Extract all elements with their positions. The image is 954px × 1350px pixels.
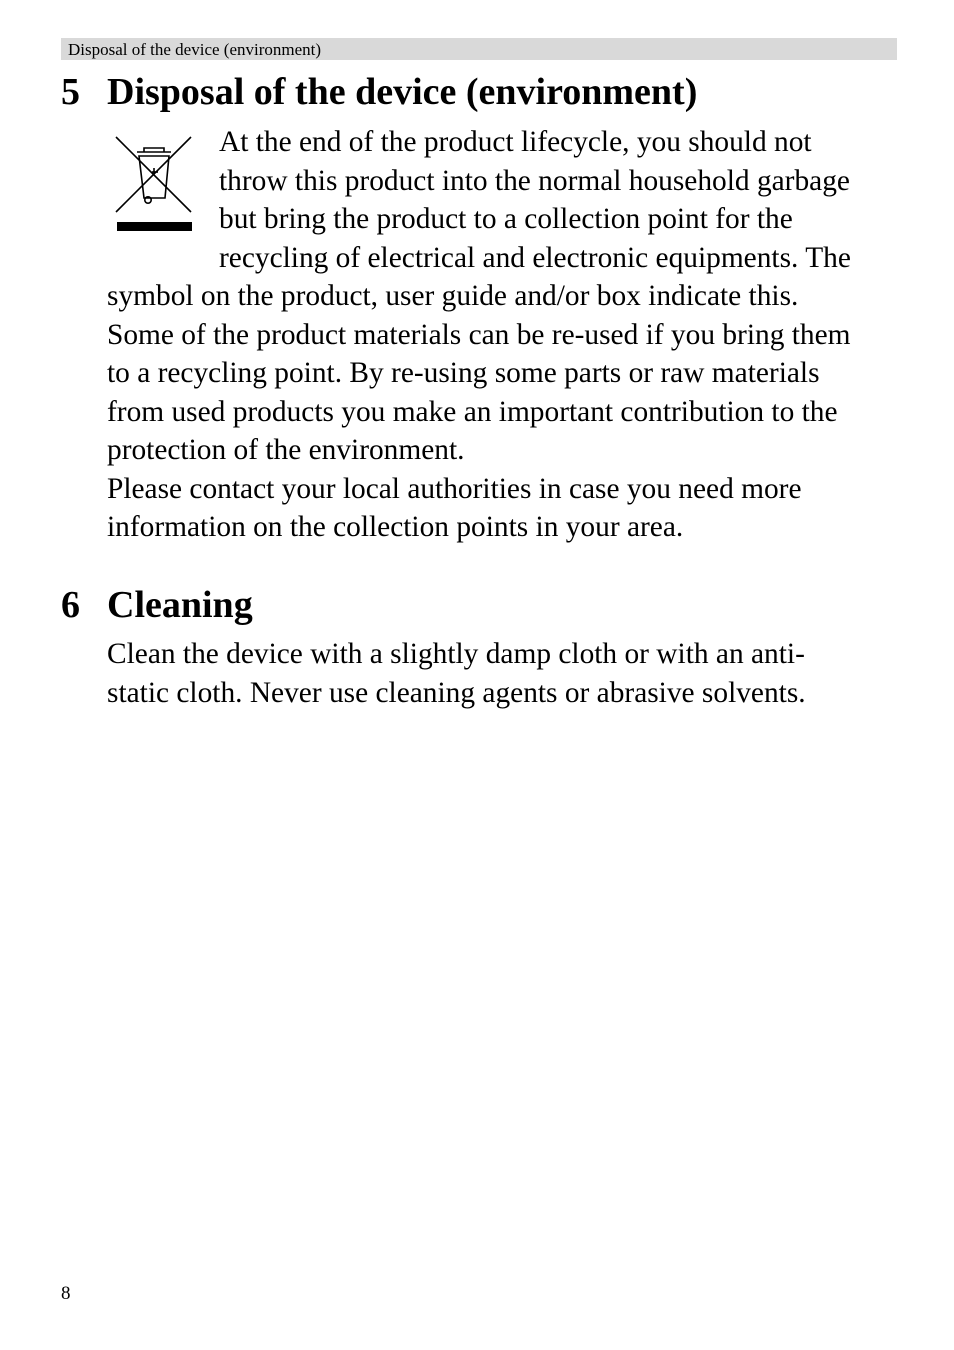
section-number: 5: [61, 71, 80, 113]
section-number: 6: [61, 584, 80, 626]
text-line: information on the collection points in your area.: [107, 511, 684, 543]
text-line: At the end of the product lifecycle, you should not: [219, 126, 812, 158]
page-number: 8: [61, 1283, 71, 1304]
text-line: but bring the product to a collection point for the: [219, 203, 793, 235]
text-line: Please contact your local authorities in case you need more: [107, 472, 802, 505]
section-title: Cleaning: [107, 584, 253, 626]
text-line: from used products you make an important contribution to the: [107, 395, 838, 428]
text-line: symbol on the product, user guide and/or box indicate this.: [107, 280, 799, 312]
text-line: Some of the product materials can be re-used if you bring them: [107, 318, 851, 351]
cleaning-paragraph: [107, 635, 806, 712]
crossed-out-wheelie-bin-icon: [113, 134, 195, 234]
running-header-text: Disposal of the device (environment): [68, 40, 322, 59]
text-line: recycling of electrical and electronic equipments. The: [219, 241, 851, 274]
section-heading-cleaning: [61, 583, 253, 627]
text-line: static cloth. Never use cleaning agents or abrasive solvents.: [107, 676, 806, 709]
text-line: to a recycling point. By re-using some parts or raw materials: [107, 357, 820, 389]
disposal-paragraph: [107, 277, 851, 547]
section-title: Disposal of the device (environment): [107, 71, 698, 113]
text-line: throw this product into the normal household garbage: [219, 164, 850, 197]
section-heading-disposal: [61, 70, 697, 114]
text-line: protection of the environment.: [107, 434, 465, 466]
disposal-paragraph-indented: [219, 123, 851, 277]
text-line: Clean the device with a slightly damp cloth or with an anti-: [107, 638, 805, 670]
running-header: [61, 38, 897, 60]
